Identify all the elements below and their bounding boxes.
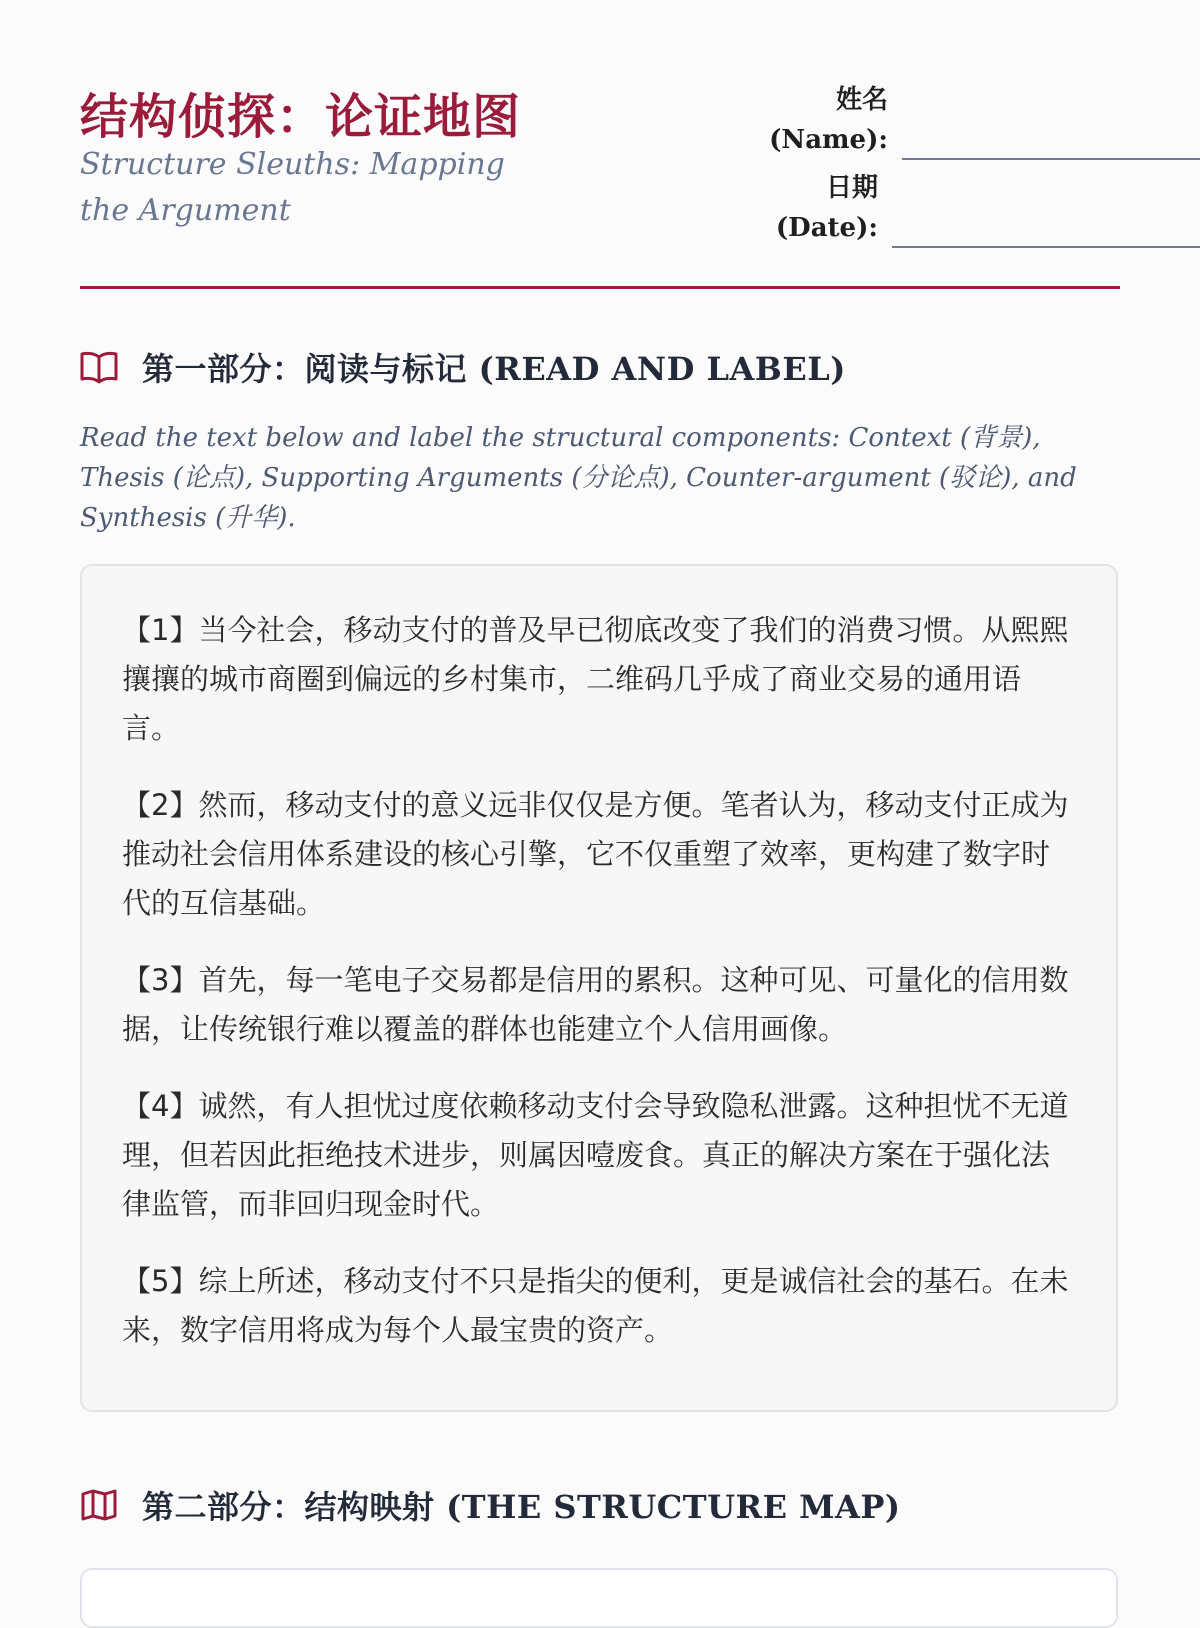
passage-paragraph-1: 【1】当今社会，移动支付的普及早已彻底改变了我们的消费习惯。从熙熙攘攘的城市商圈到偏远的乡村集市，二维码几乎成了商业交易的通用语言。 — [122, 613, 1069, 745]
date-label — [682, 168, 878, 248]
section2-heading — [80, 1482, 901, 1528]
worksheet-page — [80, 0, 1120, 1526]
date-field — [682, 168, 1200, 248]
date-label-zh: 日期 — [825, 173, 878, 203]
worksheet-header — [80, 0, 1120, 290]
name-label — [682, 80, 888, 160]
map-icon — [80, 1488, 118, 1522]
reading-passage — [80, 564, 1118, 1412]
open-book-icon — [80, 350, 118, 384]
header-divider — [80, 286, 1120, 289]
passage-paragraph-2: 【2】然而，移动支付的意义远非仅仅是方便。笔者认为，移动支付正成为推动社会信用体系建设的核心引擎，它不仅重塑了效率，更构建了数字时代的互信基础。 — [122, 788, 1069, 920]
date-blank-line[interactable] — [892, 244, 1200, 248]
name-label-en: (Name): — [769, 125, 888, 155]
section2-title: 第二部分：结构映射 (THE STRUCTURE MAP) — [142, 1488, 901, 1526]
name-blank-line[interactable] — [902, 156, 1200, 160]
passage-paragraph-3: 【3】首先，每一笔电子交易都是信用的累积。这种可见、可量化的信用数据，让传统银行难以覆盖的群体也能建立个人信用画像。 — [122, 963, 1069, 1046]
page-subtitle: Structure Sleuths: Mapping the Argument — [80, 147, 505, 228]
page-title: 结构侦探：论证地图 — [80, 89, 522, 145]
section1-instruction: Read the text below and label the structural components: Context (背景), Thesis (论点), Supporting Arguments (分论点), Counter-argument (驳论), and Synthesis (升华). — [80, 423, 1077, 533]
passage-paragraph-4: 【4】诚然，有人担忧过度依赖移动支付会导致隐私泄露。这种担忧不无道理，但若因此拒绝技术进步，则属因噎废食。真正的解决方案在于强化法律监管，而非回归现金时代。 — [122, 1089, 1069, 1221]
section1-heading — [80, 344, 846, 390]
name-label-zh: 姓名 — [835, 85, 888, 115]
date-label-en: (Date): — [775, 213, 878, 243]
section1-title: 第一部分：阅读与标记 (READ AND LABEL) — [142, 350, 846, 388]
name-field — [682, 80, 1200, 160]
structure-map-box — [80, 1568, 1118, 1628]
passage-paragraph-5: 【5】综上所述，移动支付不只是指尖的便利，更是诚信社会的基石。在未来，数字信用将成为每个人最宝贵的资产。 — [122, 1264, 1069, 1347]
